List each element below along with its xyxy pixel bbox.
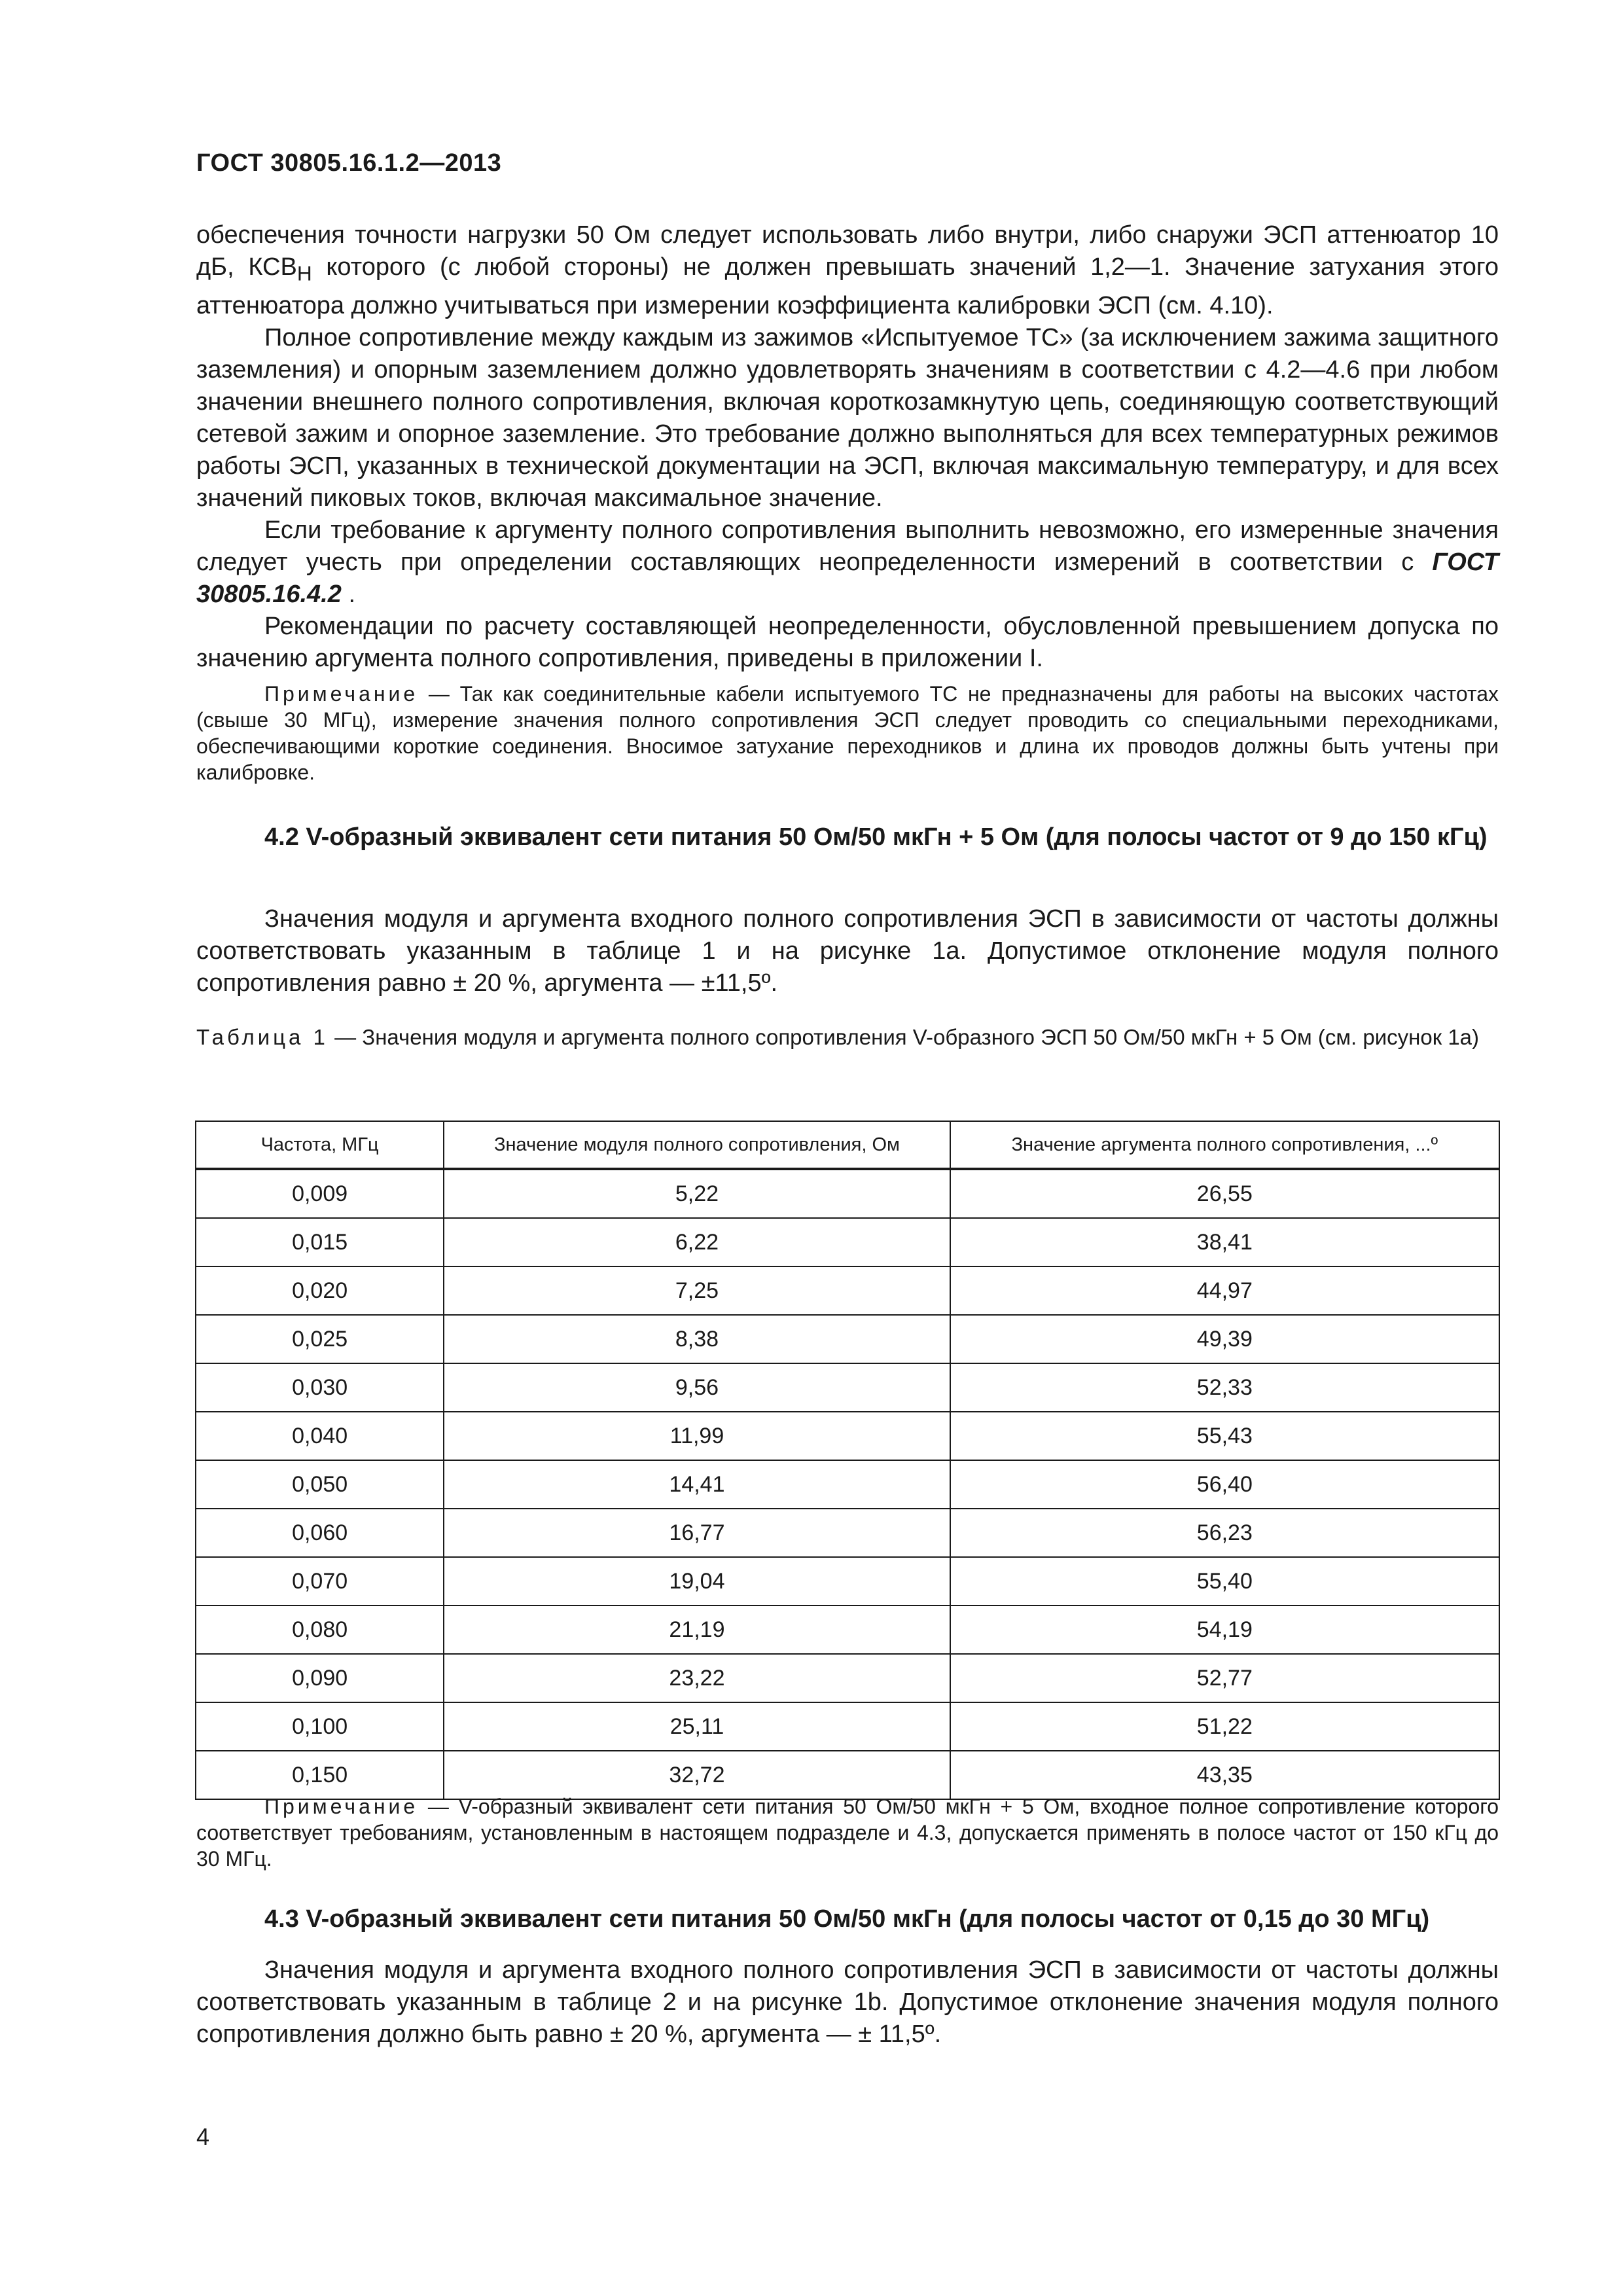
table-header-row (196, 1121, 1499, 1169)
table-cell: 55,40 (950, 1557, 1499, 1605)
table-row (196, 1557, 1499, 1605)
table-row (196, 1751, 1499, 1799)
table-row (196, 1605, 1499, 1654)
table-cell: 6,22 (444, 1218, 950, 1266)
table-1 (195, 1121, 1500, 1800)
table-cell: 11,99 (444, 1412, 950, 1460)
caption-label: Таблица 1 (196, 1025, 329, 1049)
section-4-3-text: Значения модуля и аргумента входного полного сопротивления ЭСП в зависимости от частоты должны соответствовать указанным в таблице 2 и на рисунке 1b. Допустимое отклонение значения модуля полного сопротивления должно быть равно ± 20 %, аргумента — ± 11,5º. (196, 1956, 1499, 2048)
table-cell: 8,38 (444, 1315, 950, 1363)
table-cell: 54,19 (950, 1605, 1499, 1654)
table-cell: 55,43 (950, 1412, 1499, 1460)
table-cell: 19,04 (444, 1557, 950, 1605)
note-text: — V-образный эквивалент сети питания 50 Ом/50 мкГн + 5 Ом, входное полное сопротивление которого соответствует требованиям, установленным в настоящем подразделе и 4.3, допускается применять в полосе частот от 150 кГц до 30 МГц. (196, 1795, 1499, 1871)
column-header: Значение аргумента полного сопротивления, ...º (950, 1121, 1499, 1169)
column-header: Значение модуля полного сопротивления, Ом (444, 1121, 950, 1169)
intro-paragraph-2: Полное сопротивление между каждым из зажимов «Испытуемое ТС» (за исключением зажима защитного заземления) и опорным заземлением должно удовлетворять значениям в соответствии с 4.2—4.6 при любом значении внешнего полного сопротивления, включая короткозамкнутую цепь, соединяющую соответствующий сетевой зажим и опорное заземление. Это требование должно выполняться для всех температурных режимов работы ЭСП, указанных в технической документации на ЭСП, включая максимальную температуру, и для всех значений пиковых токов, включая максимальное значение. (196, 323, 1499, 512)
table-cell: 9,56 (444, 1363, 950, 1412)
table-cell: 32,72 (444, 1751, 950, 1799)
table-row (196, 1654, 1499, 1702)
section-4-2-title: 4.2 V-образный эквивалент сети питания 50 Ом/50 мкГн + 5 Ом (для полосы частот от 9 до 150 кГц) (264, 823, 1488, 851)
table-cell: 14,41 (444, 1460, 950, 1509)
table-cell: 23,22 (444, 1654, 950, 1702)
table-cell: 25,11 (444, 1702, 950, 1751)
table-row (196, 1460, 1499, 1509)
table-cell: 52,33 (950, 1363, 1499, 1412)
section-4-3-title: 4.3 V-образный эквивалент сети питания 50 Ом/50 мкГн (для полосы частот от 0,15 до 30 МГц) (264, 1905, 1430, 1933)
table-1-caption (196, 1024, 1499, 1050)
section-4-2-text: Значения модуля и аргумента входного полного сопротивления ЭСП в зависимости от частоты должны соответствовать указанным в таблице 1 и на рисунке 1а. Допустимое отклонение модуля полного сопротивления равно ± 20 %, аргумента — ±11,5º. (196, 905, 1499, 997)
table-cell: 5,22 (444, 1169, 950, 1218)
intro-paragraph-4: Рекомендации по расчету составляющей неопределенности, обусловленной превышением допуска по значению аргумента полного сопротивления, приведены в приложении I. (196, 612, 1499, 672)
page-number: 4 (196, 2123, 210, 2150)
intro-paragraph-3: Если требование к аргументу полного сопротивления выполнить невозможно, его измеренные значения следует учесть при определении составляющих неопределенности измерений в соответствии с ГОСТ 30805.16.4.2 . (196, 516, 1499, 608)
table-cell: 49,39 (950, 1315, 1499, 1363)
note-text: — Так как соединительные кабели испытуемого ТС не предназначены для работы на высоких частотах (свыше 30 МГц), измерение значения полного сопротивления ЭСП следует проводить со специальными переходниками, обеспечивающими короткие соединения. Вносимое затухание переходников и длина их проводов должны быть учтены при калибровке. (196, 682, 1499, 784)
table-cell: 0,050 (196, 1460, 444, 1509)
table-cell: 44,97 (950, 1266, 1499, 1315)
note-2 (196, 1793, 1499, 1872)
caption-text: — Значения модуля и аргумента полного сопротивления V-образного ЭСП 50 Ом/50 мкГн + 5 Ом (см. рисунок 1а) (328, 1025, 1480, 1049)
table-row (196, 1218, 1499, 1266)
table-cell: 51,22 (950, 1702, 1499, 1751)
table-row (196, 1266, 1499, 1315)
table-cell: 0,090 (196, 1654, 444, 1702)
table-cell: 0,150 (196, 1751, 444, 1799)
table-cell: 0,040 (196, 1412, 444, 1460)
table-cell: 38,41 (950, 1218, 1499, 1266)
table-cell: 0,030 (196, 1363, 444, 1412)
table-cell: 0,015 (196, 1218, 444, 1266)
table-cell: 43,35 (950, 1751, 1499, 1799)
table-row (196, 1315, 1499, 1363)
table-cell: 0,070 (196, 1557, 444, 1605)
table-cell: 16,77 (444, 1509, 950, 1557)
note-label: Примечание (264, 1795, 419, 1818)
intro-paragraph-1: обеспечения точности нагрузки 50 Ом следует использовать либо внутри, либо снаружи ЭСП аттенюатор 10 дБ, $КСВ_Н$ которого (с любой стороны) не должен превышать значений 1,2—1. Значение затухания этого аттенюатора должно учитываться при измерении коэффициента калибровки ЭСП (см. 4.10). (196, 221, 1499, 319)
table-row (196, 1702, 1499, 1751)
table-cell: 0,025 (196, 1315, 444, 1363)
note-label: Примечание (264, 682, 419, 706)
table-row (196, 1169, 1499, 1218)
table-cell: 0,100 (196, 1702, 444, 1751)
table-cell: 56,40 (950, 1460, 1499, 1509)
intro-text (196, 219, 1499, 675)
table-row (196, 1412, 1499, 1460)
table-cell: 56,23 (950, 1509, 1499, 1557)
table-cell: 0,080 (196, 1605, 444, 1654)
standard-reference: ГОСТ 30805.16.4.2 (196, 548, 1499, 608)
table-row (196, 1509, 1499, 1557)
table-cell: 52,77 (950, 1654, 1499, 1702)
table-cell: 0,009 (196, 1169, 444, 1218)
table-cell: 21,19 (444, 1605, 950, 1654)
column-header: Частота, МГц (196, 1121, 444, 1169)
note-1 (196, 681, 1499, 785)
page-header: ГОСТ 30805.16.1.2—2013 (196, 149, 502, 177)
table-cell: 26,55 (950, 1169, 1499, 1218)
table-cell: 7,25 (444, 1266, 950, 1315)
table-cell: 0,020 (196, 1266, 444, 1315)
subscript: Н (296, 261, 312, 285)
table-cell: 0,060 (196, 1509, 444, 1557)
table-row (196, 1363, 1499, 1412)
